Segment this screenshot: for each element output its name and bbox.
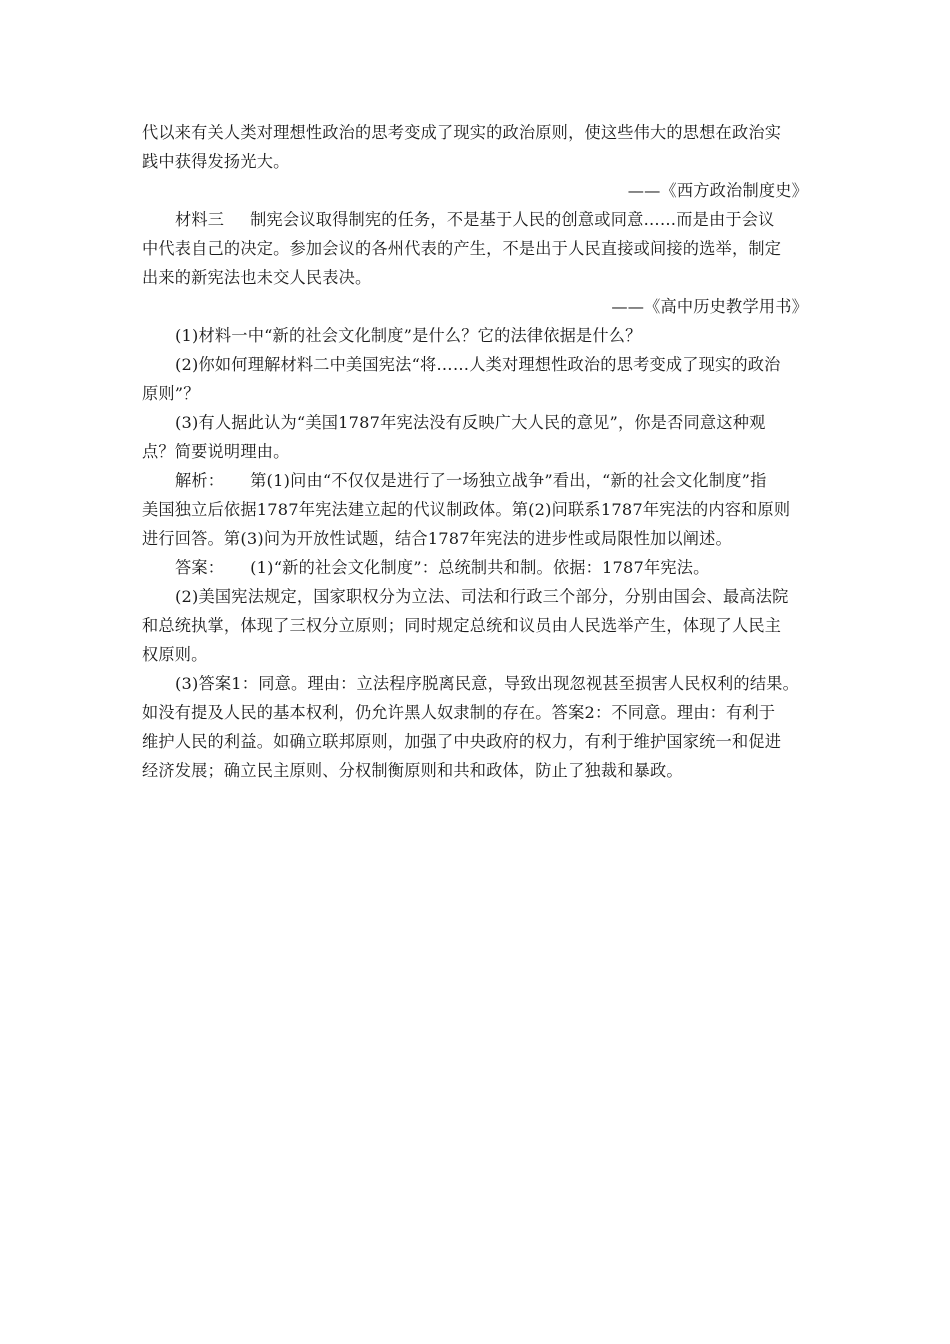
text-line: 美国独立后依据1787年宪法建立起的代议制政体。第(2)问联系1787年宪法的内容和原则 bbox=[142, 500, 791, 519]
text-line: 经济发展；确立民主原则、分权制衡原则和共和政体，防止了独裁和暴政。 bbox=[142, 761, 683, 780]
text-line: 点？简要说明理由。 bbox=[142, 442, 290, 461]
text-line: 践中获得发扬光大。 bbox=[142, 152, 290, 171]
answer-2: (2)美国宪法规定，国家职权分为立法、司法和行政三个部分，分别由国会、最高法院 bbox=[175, 587, 789, 606]
question-3: (3)有人据此认为“美国1787年宪法没有反映广大人民的意见”，你是否同意这种观 bbox=[175, 413, 766, 432]
source-citation: ——《西方政治制度史》 bbox=[627, 181, 808, 200]
document-body bbox=[142, 118, 812, 785]
text-line: 中代表自己的决定。参加会议的各州代表的产生，不是出于人民直接或间接的选举，制定 bbox=[142, 239, 782, 258]
source-citation: ——《高中历史教学用书》 bbox=[611, 297, 808, 316]
answer-3: (3)答案1：同意。理由：立法程序脱离民意，导致出现忽视甚至损害人民权利的结果。 bbox=[175, 674, 799, 693]
text-line: 权原则。 bbox=[142, 645, 208, 664]
analysis-line bbox=[142, 466, 812, 495]
text-line: 代以来有关人类对理想性政治的思考变成了现实的政治原则，使这些伟大的思想在政治实 bbox=[142, 123, 782, 142]
text-line: 进行回答。第(3)问为开放性试题，结合1787年宪法的进步性或局限性加以阐述。 bbox=[142, 529, 732, 548]
question-1: (1)材料一中“新的社会文化制度”是什么？它的法律依据是什么？ bbox=[175, 326, 642, 345]
answer-label: 答案： bbox=[175, 558, 225, 577]
text-line: 和总统执掌，体现了三权分立原则；同时规定总统和议员由人民选举产生，体现了人民主 bbox=[142, 616, 782, 635]
text-line: 出来的新宪法也未交人民表决。 bbox=[142, 268, 372, 287]
text-line: 维护人民的利益。如确立联邦原则，加强了中央政府的权力，有利于维护国家统一和促进 bbox=[142, 732, 782, 751]
material-label: 材料三 bbox=[175, 210, 225, 229]
answer-line bbox=[142, 553, 812, 582]
text-span: 制宪会议取得制宪的任务，不是基于人民的创意或同意……而是由于会议 bbox=[250, 210, 775, 229]
material-three-line bbox=[142, 205, 812, 234]
question-2: (2)你如何理解材料二中美国宪法“将……人类对理想性政治的思考变成了现实的政治 bbox=[175, 355, 781, 374]
text-line: 如没有提及人民的基本权利，仍允许黑人奴隶制的存在。答案2：不同意。理由：有利于 bbox=[142, 703, 776, 722]
text-span: 第(1)问由“不仅仅是进行了一场独立战争”看出，“新的社会文化制度”指 bbox=[250, 471, 767, 490]
text-line: 原则”？ bbox=[142, 384, 200, 403]
analysis-label: 解析： bbox=[175, 471, 225, 490]
text-span: (1)“新的社会文化制度”：总统制共和制。依据：1787年宪法。 bbox=[250, 558, 710, 577]
